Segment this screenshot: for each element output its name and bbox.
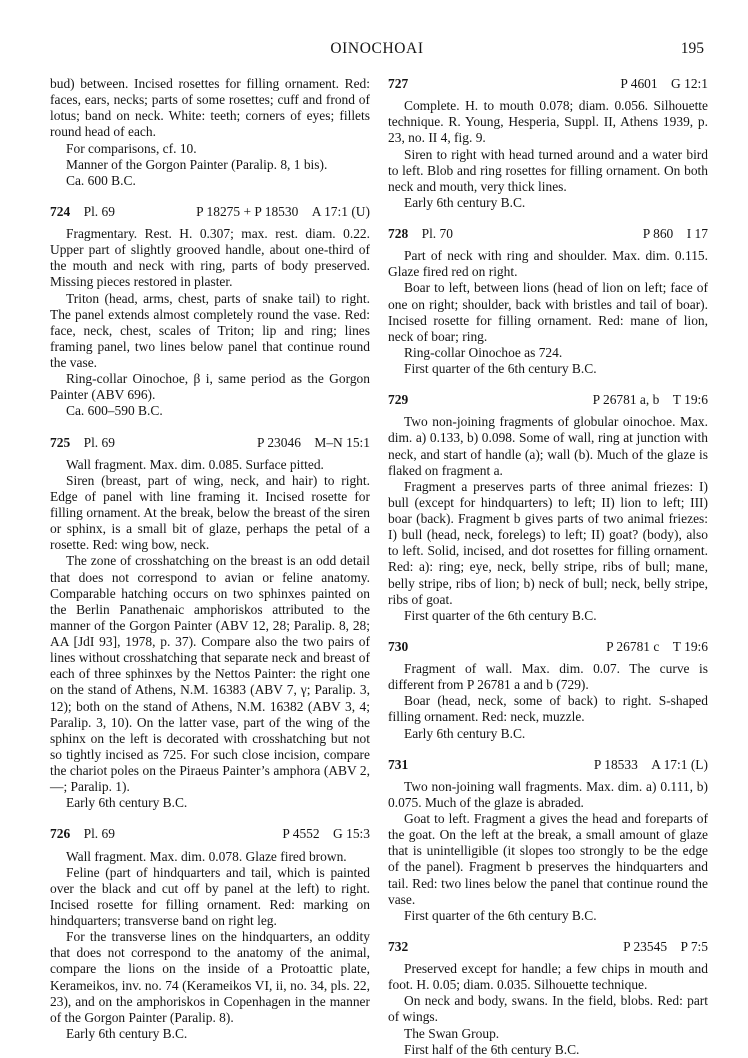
paragraph: Part of neck with ring and shoulder. Max. dim. 0.115. Glaze fired red on right. bbox=[388, 248, 708, 280]
entry-spacer bbox=[50, 811, 370, 826]
catalogue-entry-header bbox=[388, 639, 708, 655]
paragraph: Ring-collar Oinochoe as 724. bbox=[404, 344, 563, 360]
paragraph: Complete. H. to mouth 0.078; diam. 0.056. Silhouette technique. R. Young, Hesperia, Suppl. II, Athens 1939, p. 23, no. II 4, fig. 9. bbox=[388, 98, 708, 146]
paragraph: On neck and body, swans. In the field, blobs. Red: part of wings. bbox=[388, 993, 708, 1025]
catalogue-entry-header bbox=[388, 226, 708, 242]
inventory-number: P 4601 bbox=[620, 76, 658, 91]
entry-spacer bbox=[50, 420, 370, 435]
right-column bbox=[388, 76, 708, 1058]
catalogue-entry-header bbox=[388, 392, 708, 408]
entry-spacer bbox=[388, 742, 708, 757]
inventory-location bbox=[257, 435, 370, 451]
paragraph: Preserved except for handle; a few chips in mouth and foot. H. 0.05; diam. 0.035. Silhouette technique. bbox=[388, 961, 708, 993]
paragraph: Fragmentary. Rest. H. 0.307; max. rest. diam. 0.22. Upper part of slightly grooved handle, about one-third of the mouth and neck with ring, parts of body preserved. Missing pieces restored in plaster. bbox=[50, 226, 370, 290]
deposit-location: T 19:6 bbox=[672, 392, 708, 408]
paragraph: Triton (head, arms, chest, parts of snake tail) to right. The panel extends almost completely round the vase. Red: face, neck, chest, scales of Triton; lip and ring; lines framing panel, two lines below panel that continue round the vase. bbox=[50, 290, 370, 370]
paragraph: Two non-joining wall fragments. Max. dim. a) 0.111, b) 0.075. Much of the glaze is abraded. bbox=[388, 778, 708, 810]
paragraph: Early 6th century B.C. bbox=[66, 1025, 188, 1041]
deposit-location: A 17:1 (L) bbox=[651, 756, 708, 772]
left-column bbox=[50, 76, 370, 1042]
plate-reference: Pl. 69 bbox=[83, 434, 115, 450]
paragraph: Manner of the Gorgon Painter (Paralip. 8, 1 bis). bbox=[66, 156, 328, 172]
entry-number: 732 bbox=[388, 938, 409, 954]
plate-reference: Pl. 70 bbox=[421, 226, 453, 241]
catalogue-entry-header bbox=[50, 435, 370, 451]
catalogue-entry-header bbox=[388, 76, 708, 92]
inventory-number: P 23545 bbox=[623, 938, 668, 954]
entry-spacer bbox=[50, 189, 370, 204]
entry-number-plate bbox=[388, 639, 408, 655]
inventory-number: P 26781 c bbox=[606, 638, 660, 654]
inventory-number: P 860 bbox=[642, 226, 674, 241]
paragraph: Feline (part of hindquarters and tail, which is painted over the black and cut off by panel at the left) to right. Incised rosette for filling ornament. Red: marking on hindquarters; transverse band on right leg. bbox=[50, 864, 370, 928]
paragraph: Siren (breast, part of wing, neck, and hair) to right. Edge of panel with line framing it. Incised rosette for filling ornament. At the break, below the breast of the siren or sphinx, is a small bit of glaze, perhaps the petal of a rosette. Red: wing bow, neck. bbox=[50, 472, 370, 553]
paragraph: First quarter of the 6th century B.C. bbox=[404, 907, 597, 923]
catalogue-entry-header bbox=[388, 939, 708, 955]
entry-number: 728 bbox=[388, 226, 409, 241]
entry-number: 724 bbox=[50, 203, 71, 219]
inventory-location bbox=[643, 226, 708, 242]
paragraph: Early 6th century B.C. bbox=[66, 795, 188, 811]
inventory-location bbox=[606, 639, 708, 655]
deposit-location: A 17:1 (U) bbox=[311, 203, 370, 219]
paragraph: Boar (head, neck, some of back) to right. S-shaped filling ornament. Red: neck, muzzle. bbox=[388, 693, 708, 725]
paragraph: First half of the 6th century B.C. bbox=[404, 1041, 580, 1057]
entry-number-plate bbox=[50, 435, 115, 451]
entry-number-plate bbox=[50, 826, 115, 842]
paragraph: Two non-joining fragments of globular oinochoe. Max. dim. a) 0.133, b) 0.098. Some of wall, ring at junction with neck, and start of handle (a); wall (b). Much of the glaze is flaked on fragment a. bbox=[388, 414, 708, 478]
entry-number: 727 bbox=[388, 76, 409, 91]
entry-number-plate bbox=[388, 226, 453, 242]
inventory-number: P 23046 bbox=[257, 434, 301, 450]
catalogue-entry-header bbox=[388, 757, 708, 773]
running-title: OINOCHOAI bbox=[330, 40, 424, 57]
paragraph: Ring-collar Oinochoe, β i, same period as the Gorgon Painter (ABV 696). bbox=[50, 371, 370, 403]
catalogue-entry-header bbox=[50, 204, 370, 220]
entry-number-plate bbox=[388, 939, 408, 955]
entry-number: 726 bbox=[50, 826, 71, 842]
entry-number-plate bbox=[388, 392, 408, 408]
paragraph: Goat to left. Fragment a gives the head and foreparts of the goat. On the left at the break, a small amount of glaze that is unintelligible (it slopes too strongly to be the edge of the panel). Fragment b preserves the hindquarters and tail. Red: two lines below the panel that continue round the vase. bbox=[388, 811, 708, 907]
entry-number: 729 bbox=[388, 392, 409, 408]
paragraph: Ca. 600–590 B.C. bbox=[66, 403, 163, 419]
deposit-location: P 7:5 bbox=[680, 938, 708, 954]
inventory-location bbox=[620, 76, 708, 92]
deposit-location: M–N 15:1 bbox=[314, 434, 370, 450]
entry-number-plate bbox=[388, 757, 408, 773]
plate-reference: Pl. 69 bbox=[83, 203, 115, 219]
inventory-location bbox=[282, 826, 370, 842]
paragraph: Wall fragment. Max. dim. 0.078. Glaze fired brown. bbox=[66, 848, 347, 864]
inventory-number: P 26781 a, b bbox=[592, 392, 660, 408]
inventory-location bbox=[623, 939, 708, 955]
inventory-location bbox=[196, 204, 370, 220]
entry-number: 725 bbox=[50, 434, 71, 450]
page-header bbox=[50, 40, 704, 60]
paragraph: Early 6th century B.C. bbox=[404, 194, 526, 210]
entry-spacer bbox=[388, 924, 708, 939]
inventory-location bbox=[594, 757, 708, 773]
paragraph: The zone of crosshatching on the breast is an odd detail that does not correspond to avian or feline anatomy. Comparable hatching occurs on two sphinxes painted on the Berlin Panathenaic amphoriskos attributed to the manner of the Gorgon Painter (ABV 12, 28; Paralip. 8, 28; AA [JdI 93], 1978, p. 37). Compare also the two pairs of lines without crosshatching that separate neck and breast of each of three sphinxes by the Nettos Painter: the right one on the stand of Athens, N.M. 16383 (ABV 7, γ; Paralip. 3, 12); both on the stand of Athens, N.M. 16382 (ABV 3, 4; Paralip. 3, 10). On the latter vase, part of the wing of the sphinx on the left is decorated with crosshatching but not so tightly incised as 725. For such close incision, compare the chariot poles on the Piraeus Painter’s amphora (ABV 2, —; Paralip. 1). bbox=[50, 553, 370, 795]
paragraph: bud) between. Incised rosettes for filling ornament. Red: faces, ears, necks; parts of some rosettes; cuff and frond of lotus; band on neck. White: teeth; corners of eyes; fillets round head of each. bbox=[50, 76, 370, 140]
deposit-location: G 12:1 bbox=[671, 76, 708, 91]
entry-number-plate bbox=[50, 204, 115, 220]
paragraph: Wall fragment. Max. dim. 0.085. Surface pitted. bbox=[66, 456, 324, 472]
catalogue-entry-header bbox=[50, 826, 370, 842]
entry-spacer bbox=[388, 624, 708, 639]
page-number: 195 bbox=[680, 40, 704, 57]
plate-reference: Pl. 69 bbox=[83, 826, 115, 842]
entry-number-plate bbox=[388, 76, 408, 92]
deposit-location: G 15:3 bbox=[333, 826, 370, 842]
paragraph: Boar to left, between lions (head of lion on left; face of one on right; shoulder, back with bristles and tail of boar). Incised rosette for filling ornament. Red: mane of lion, neck of boar; ring. bbox=[388, 280, 708, 344]
entry-spacer bbox=[388, 377, 708, 392]
inventory-location bbox=[593, 392, 708, 408]
entry-number: 731 bbox=[388, 756, 409, 772]
paragraph: Fragment a preserves parts of three animal friezes: I) bull (except for hindquarters) to left; II) lion to left; III) boar (back). Fragment b gives parts of two animal friezes: I) bull (head, neck, forelegs) to left; II) goat? (body), also to left. Solid, incised, and dot rosettes for filling ornament. Red: a): ring; eye, neck, belly stripe, ribs of bull; mane, belly stripe, ribs of lion; b) neck of bull; neck, belly stripe, ribs of goat. bbox=[388, 478, 708, 607]
paragraph: For comparisons, cf. 10. bbox=[66, 140, 197, 156]
paragraph: Fragment of wall. Max. dim. 0.07. The curve is different from P 26781 a and b (729). bbox=[388, 661, 708, 693]
paragraph: The Swan Group. bbox=[404, 1025, 500, 1041]
paragraph: For the transverse lines on the hindquarters, an oddity that does not correspond to the anatomy of the animal, compare the lions on the inside of a Protoattic plate, Kerameikos, inv. no. 74 (Kerameikos VI, ii, no. 34, pls. 22, 23), and on the amphoriskos in Copenhagen in the manner of the Gorgon Painter (Paralip. 8). bbox=[50, 929, 370, 1025]
paragraph: Ca. 600 B.C. bbox=[66, 172, 136, 188]
inventory-number: P 18533 bbox=[593, 756, 638, 772]
paragraph: First quarter of the 6th century B.C. bbox=[404, 607, 597, 623]
paragraph: Siren to right with head turned around and a water bird to left. Blob and ring rosettes for filling ornament. On both neck and mouth, very thick lines. bbox=[388, 146, 708, 194]
deposit-location: I 17 bbox=[686, 226, 708, 241]
inventory-number: P 18275 + P 18530 bbox=[196, 203, 299, 219]
entry-number: 730 bbox=[388, 638, 409, 654]
paragraph: First quarter of the 6th century B.C. bbox=[404, 361, 597, 376]
deposit-location: T 19:6 bbox=[672, 638, 708, 654]
inventory-number: P 4552 bbox=[282, 826, 320, 842]
entry-spacer bbox=[388, 211, 708, 226]
paragraph: Early 6th century B.C. bbox=[404, 725, 526, 741]
